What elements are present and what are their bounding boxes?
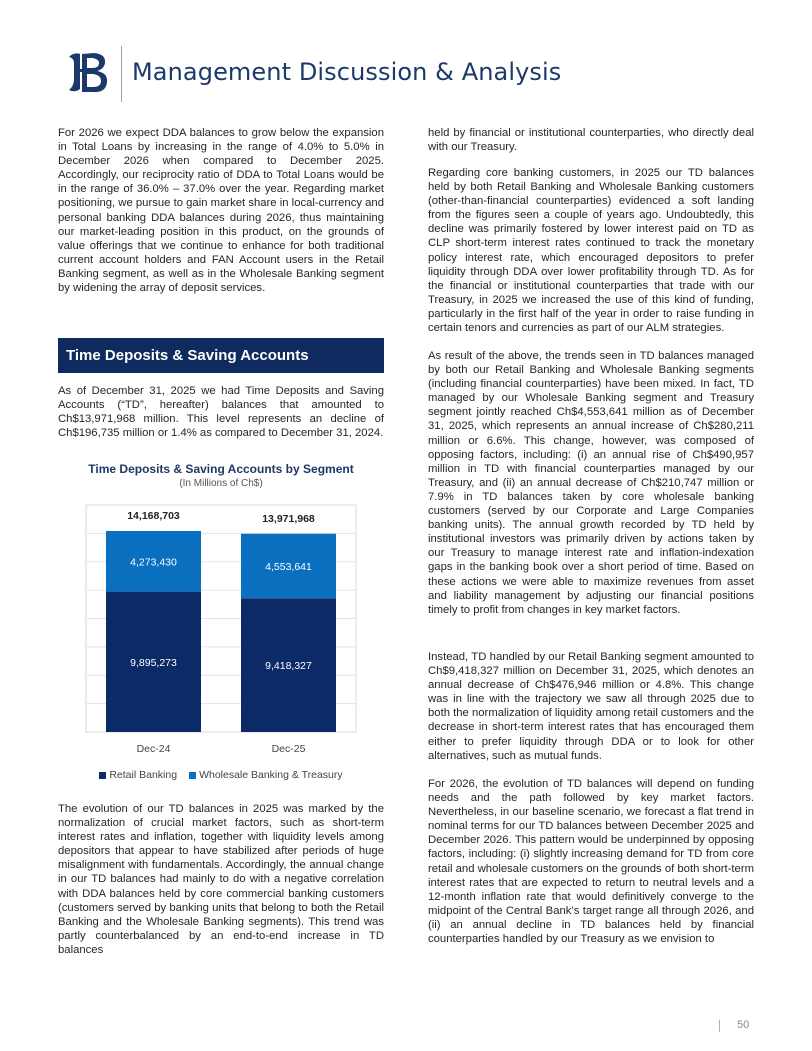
- bar-total-label: 14,168,703: [127, 509, 180, 522]
- td-outlook-paragraph: For 2026, the evolution of TD balances will depend on funding needs and the path followed by key market factors. Nevertheless, in our baseline scenario, we forecast a flat trend in nominal terms for our TD balances between December 2025 and December 2026. This pattern would be underpinned by opposing factors, including: (i) slightly increasing demand for TD from core retail and wholesale customers on the grounds of both short-term interest rates that are expected to return to neutral levels and a 12-month inflation rate that would definitively converge to the midpoint of the Central Bank’s target range all through 2026, and (ii) an annual decline in TD balances held by financial counterparties handled by our Treasury as we envision to: [428, 778, 754, 946]
- legend-label-wholesale: Wholesale Banking & Treasury: [199, 769, 343, 781]
- chart-title: Time Deposits & Saving Accounts by Segment: [88, 462, 354, 476]
- bank-logo-icon: [66, 49, 110, 95]
- retail-td-paragraph: Instead, TD handled by our Retail Banking segment amounted to Ch$9,418,327 million on December 31, 2025, which denotes an annual decrease of Ch$476,946 million or 4.8%. This change was in line with the trajectory we saw all through 2025 due to both the normalization of liquidity among retail customers and the decrease in short-term interest rates that has encouraged them either to prefer liquidity through DDA or to look for other alternatives, such as mutual funds.: [428, 651, 754, 762]
- page-title: Management Discussion & Analysis: [132, 58, 562, 86]
- td-balance-paragraph: As of December 31, 2025 we had Time Deposits and Saving Accounts (“TD”, hereafter) balances that amounted to Ch$13,971,968 million. This level represents an decline of Ch$196,735 million or 1.4% as compared to December 31, 2024.: [58, 385, 384, 440]
- page-number: 50: [737, 1019, 750, 1031]
- core-banking-paragraph: Regarding core banking customers, in 2025 our TD balances held by both Retail Banking and Wholesale Banking customers (other-than-financial counterparties) evidenced a soft landing from the figures seen a couple of years ago. Undoubtedly, this decline was primarily fostered by lower interest paid on TD as CLP short-term interest rates continued to track the monetary policy interest rate, which encouraged depositors to prefer liquidity through DDA over lower profitability through TD. As for the financial or institutional counterparties that trade with our Treasury, in 2025 we increased the use of this kind of funding, particularly in the first half of the year in order to raise funding in certain tenors and currencies as part of our ALM strategies.: [428, 167, 754, 335]
- bar-value-label: 9,895,273: [130, 656, 177, 669]
- chart-subtitle: (In Millions of Ch$): [179, 478, 263, 489]
- bar-value-label: 4,273,430: [130, 556, 177, 569]
- bar-value-label: 4,553,641: [265, 561, 312, 574]
- chart-legend: [58, 769, 384, 781]
- td-evolution-paragraph: The evolution of our TD balances in 2025 was marked by the normalization of crucial market factors, such as short-term interest rates and inflation, together with liquidity levels among depositors that appear to have stabilized after periods of huge misalignment with fundamentals. Accordingly, the annual change in our TD balances had mainly to do with a negative correlation with DDA balances held by core commercial banking customers (customers served by banking units that belong to both the Retail Banking and the Wholesale Banking segments). This trend was partly counterbalanced by an end-to-end increase in TD balances: [58, 803, 384, 956]
- legend-label-retail: Retail Banking: [109, 769, 178, 781]
- legend-item-retail: [99, 769, 177, 781]
- footer-divider: [719, 1020, 720, 1032]
- dda-outlook-paragraph: For 2026 we expect DDA balances to grow below the expansion in Total Loans by increasing in the range of 4.0% to 5.0% in December 2026 when compared to December 2025. Accordingly, our reciprocity ratio of DDA to Total Loans would be in the range of 36.0% – 37.0% over the year. Regarding market positioning, we pursue to gain market share in local-currency and personal banking DDA balances during 2026, thus maintaining our market-leading position in this product, on the grounds of value offerings that we continue to enhance for both traditional current account holders and FAN Account users in the Retail Banking segment, as well as in the Wholesale Banking segment by widening the array of deposit services.: [58, 127, 384, 295]
- bar-value-label: 9,418,327: [265, 660, 312, 673]
- legend-swatch-retail: [99, 772, 106, 779]
- td-segment-bar-chart: [58, 495, 384, 765]
- treasury-counterparties-paragraph: held by financial or institutional counterparties, who directly deal with our Treasury.: [428, 127, 754, 154]
- title-divider: [121, 46, 122, 102]
- section-header-time-deposits: Time Deposits & Saving Accounts: [58, 338, 384, 373]
- legend-item-wholesale: [189, 769, 343, 781]
- segment-trends-paragraph: As result of the above, the trends seen in TD balances managed by both our Retail Banking and Wholesale Banking segments (including financial counterparties) have been mixed. In fact, TD managed by our Wholesale Banking segment and Treasury segment jointly reached Ch$4,553,641 million as of December 31, 2025, which represents an annual increase of Ch$280,211 million or 6.6%. This change, however, was composed of opposing factors, including: (i) an annual rise of Ch$490,957 million in TD with financial counterparties managed by our Treasury, and (ii) an annual decrease of Ch$210,747 million or 7.9% in TD balances taken by core wholesale banking customers (served by our Corporate and Large Companies banking units). The annual growth recorded by TD held by institutional investors was primarily driven by actions taken by our Treasury to manage interest rate and inflation-indexation gaps in the banking book over a short period of time. Based on these actions we were able to maximize revenues from asset and liability management by adjusting our financial positions timely to profit from changes in key market factors.: [428, 350, 754, 616]
- x-tick-label: Dec-25: [271, 743, 306, 755]
- x-tick-label: Dec-24: [136, 743, 171, 755]
- legend-swatch-wholesale: [189, 772, 196, 779]
- bar-total-label: 13,971,968: [262, 512, 315, 525]
